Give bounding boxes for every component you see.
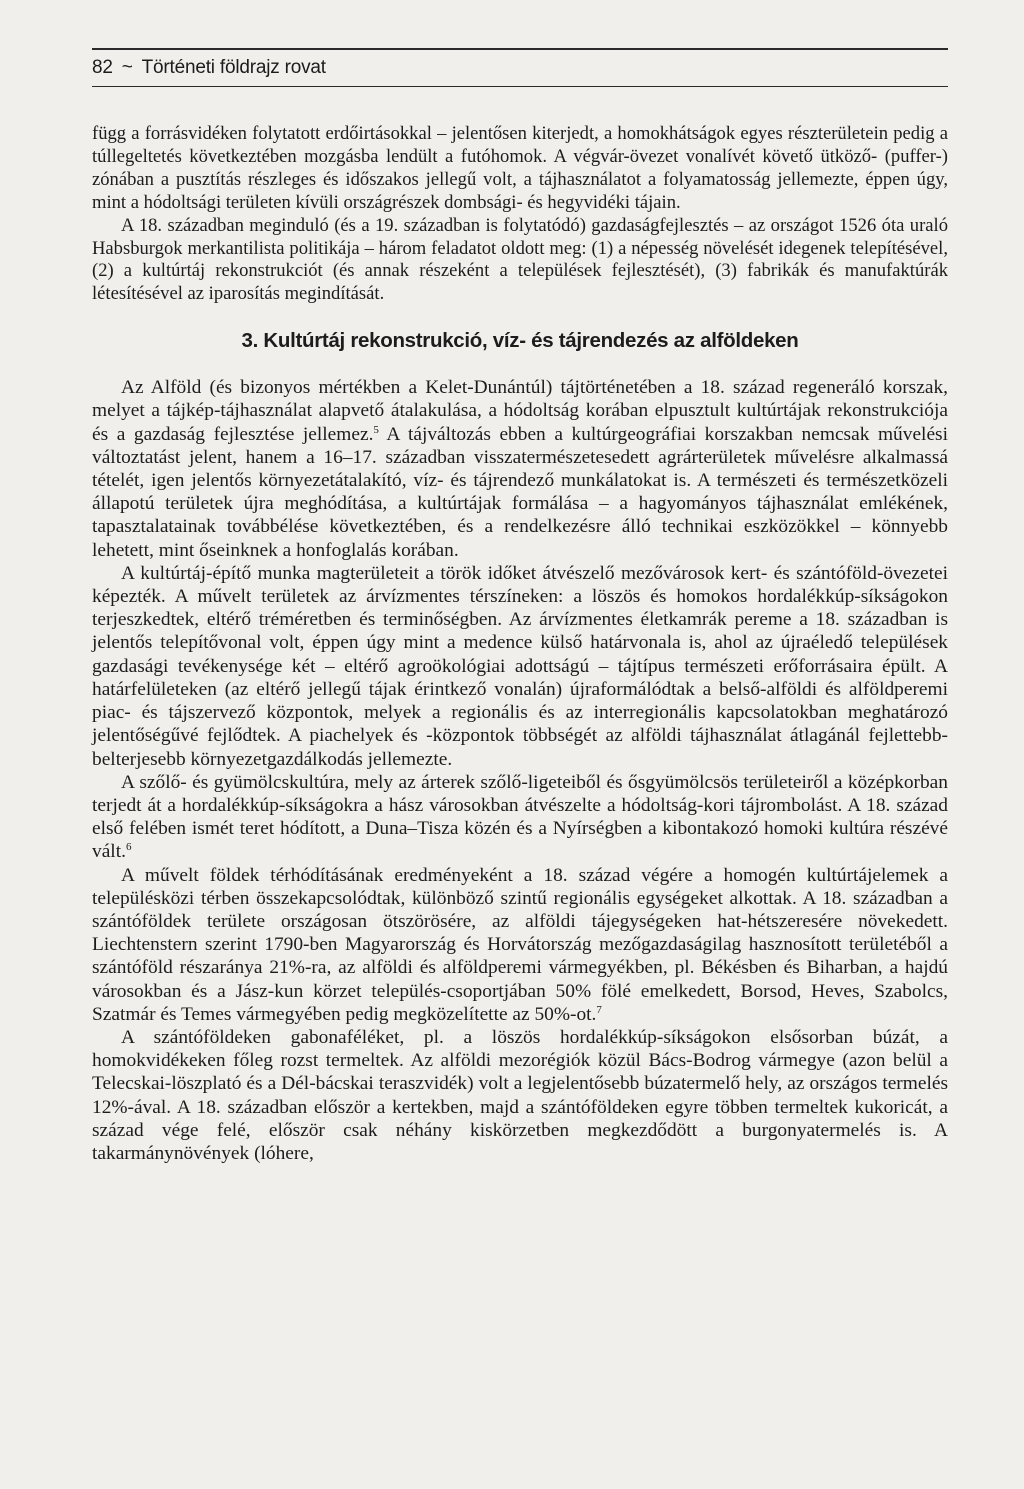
- section-text: [92, 376, 948, 1165]
- paragraph-text: A művelt földek térhódításának eredményeként a 18. század végére a homogén kultúrtájelemek a településközi térben összekapcsolódtak, különböző szintű regionális egységeket alkottak. A 18. században a szántóföldek területe országosan ötszörösére, az alföldi tájegységeken hat-hétszeresére növekedett. Liechtenstern szerint 1790-ben Magyarország és Horvátország mezőgazdaságilag hasznosított területéből a szántóföld részaránya 21%-ra, az alföldi és alföldperemi vármegyékben, pl. Békésben és Biharban, a hajdú városokban és a Jász-kun körzet település-csoportjában 50% fölé emelkedett, Borsod, Heves, Szabolcs, Szatmár és Temes vármegyében pedig megközelítette az 50%-ot.: [92, 864, 948, 1025]
- page: [92, 44, 948, 1165]
- paragraph: [92, 376, 948, 562]
- paragraph: [92, 562, 948, 771]
- paragraph-text: Az Alföld (és bizonyos mértékben a Kelet-Dunántúl) tájtörténetében a 18. század regeneráló korszak, melyet a tájkép-tájhasználat alapvető átalakulása, a hódoltság korában elpusztult kultúrtájak rekonstrukciója és a gazdaság fejlesztése jellemez.: [92, 377, 948, 445]
- paragraph: [92, 1026, 948, 1165]
- running-head: [92, 48, 948, 87]
- paragraph-text: A kultúrtáj-építő munka magterületeit a török időket átvészelő mezővárosok kert- és szántóföld-övezetei képezték. A művelt területek az árvízmentes térszíneken: a löszös és homokos hordalékkúp-síkságokon terjeszkedtek, eltérő tréméretben és terminőségben. Az árvízmentes életkamrák pereme a 18. században is jelentős telepítővonal volt, éppen úgy mint a medence külső határvonala is, ahol az újraéledő települések gazdasági tevékenysége két – eltérő agroökológiai adottságú – tájtípus természeti erőforrásaira épült. A határfelületeken (az eltérő jellegű tájak érintkező vonalán) újraformálódtak a belső-alföldi és alföldperemi piac- és tájszervező központok, melyek a regionális és az interregionális kapcsolatokban meghatározó jelentőségűvé fejlődtek. A piachelyek és -központok többségét az alföldi tájhasználat átlagánál fejlettebb-belterjesebb környezetgazdálkodás jellemezte.: [92, 562, 948, 770]
- paragraph: A 18. században meginduló (és a 19. században is folytatódó) gazdaságfejlesztés – az országot 1526 óta uraló Habsburgok merkantilista politikája – három feladatot oldott meg: (1) a népesség növelését idegenek telepítésével, (2) a kultúrtáj rekonstrukciót (és annak részeként a települések fejlesztését), (3) fabrikák és manufaktúrák létesítésével az iparosítás megindítását.: [92, 214, 948, 305]
- paragraph: függ a forrásvidéken folytatott erdőirtásokkal – jelentősen kiterjedt, a homokhátságok egyes részterületein pedig a túllegeltetés következtében mozgásba lendült a futóhomok. A végvár-övezet vonalívét követő ütköző- (puffer-) zónában a pusztítás részleges és időszakos jellegű volt, a tájhasználatot a folyamatosság jellemezte, éppen úgy, mint a hódoltsági területen kívüli országrészek dombsági- és hegyvidéki tájain.: [92, 123, 948, 213]
- page-number: 82: [92, 57, 113, 78]
- paragraph: [92, 864, 948, 1026]
- header-separator: ~: [121, 57, 133, 78]
- paragraph-text: A szántóföldeken gabonaféléket, pl. a löszös hordalékkúp-síkságokon elsősorban búzát, a homokvidékeken főleg rozst termeltek. Az alföldi mezorégiók közül Bács-Bodrog vármegye (azon belül a Telecskai-löszplató és a Dél-bácskai teraszvidék) volt a legjelentősebb búzatermelő hely, az országos termelés 12%-ával. A 18. században először a kertekben, majd a szántóföldeken egyre többen termeltek kukoricát, a század vége felé, először csak néhány kiskörzetben megkezdődött a burgonyatermelés is. A takarmánynövények (lóhere,: [92, 1026, 948, 1164]
- section-heading: 3. Kultúrtáj rekonstrukció, víz- és tájrendezés az alföldeken: [241, 329, 799, 353]
- intro-text: [92, 123, 948, 306]
- paragraph-text: A szőlő- és gyümölcskultúra, mely az árterek szőlő-ligeteiből és ősgyümölcsös területeiről a középkorban terjedt át a hordalékkúp-síkságokra a hász városokban átvészelte a hódoltság-kori tájrombolást. A 18. század első felében ismét teret hódított, a Duna–Tisza közén és a Nyírségben a kibontakozó homoki kultúra részévé vált.: [92, 771, 948, 863]
- paragraph-text-continued: A tájváltozás ebben a kultúrgeográfiai korszakban nemcsak művelési változtatást jelent, hanem a 16–17. században visszatermészetesedett agrárterületek művelésre alkalmassá tételét, igen jelentős környezetátalakító, víz- és tájrendező munkálatokat is. A természeti és természetközeli állapotú területek újra meghódítása, a kultúrtájak formálása – a hagyományos tájhasználat emlékének, tapasztalatainak továbbélése következtében, és a rendelkezésre álló technikai eszközökkel – könnyebb lehetett, mint őseinknek a honfoglalás korában.: [92, 423, 948, 561]
- footnote-ref: 7: [596, 1003, 602, 1016]
- paragraph: [92, 771, 948, 864]
- footnote-ref: 6: [125, 841, 132, 854]
- section-title: Történeti földrajz rovat: [141, 57, 326, 78]
- footnote-ref: 5: [373, 423, 379, 436]
